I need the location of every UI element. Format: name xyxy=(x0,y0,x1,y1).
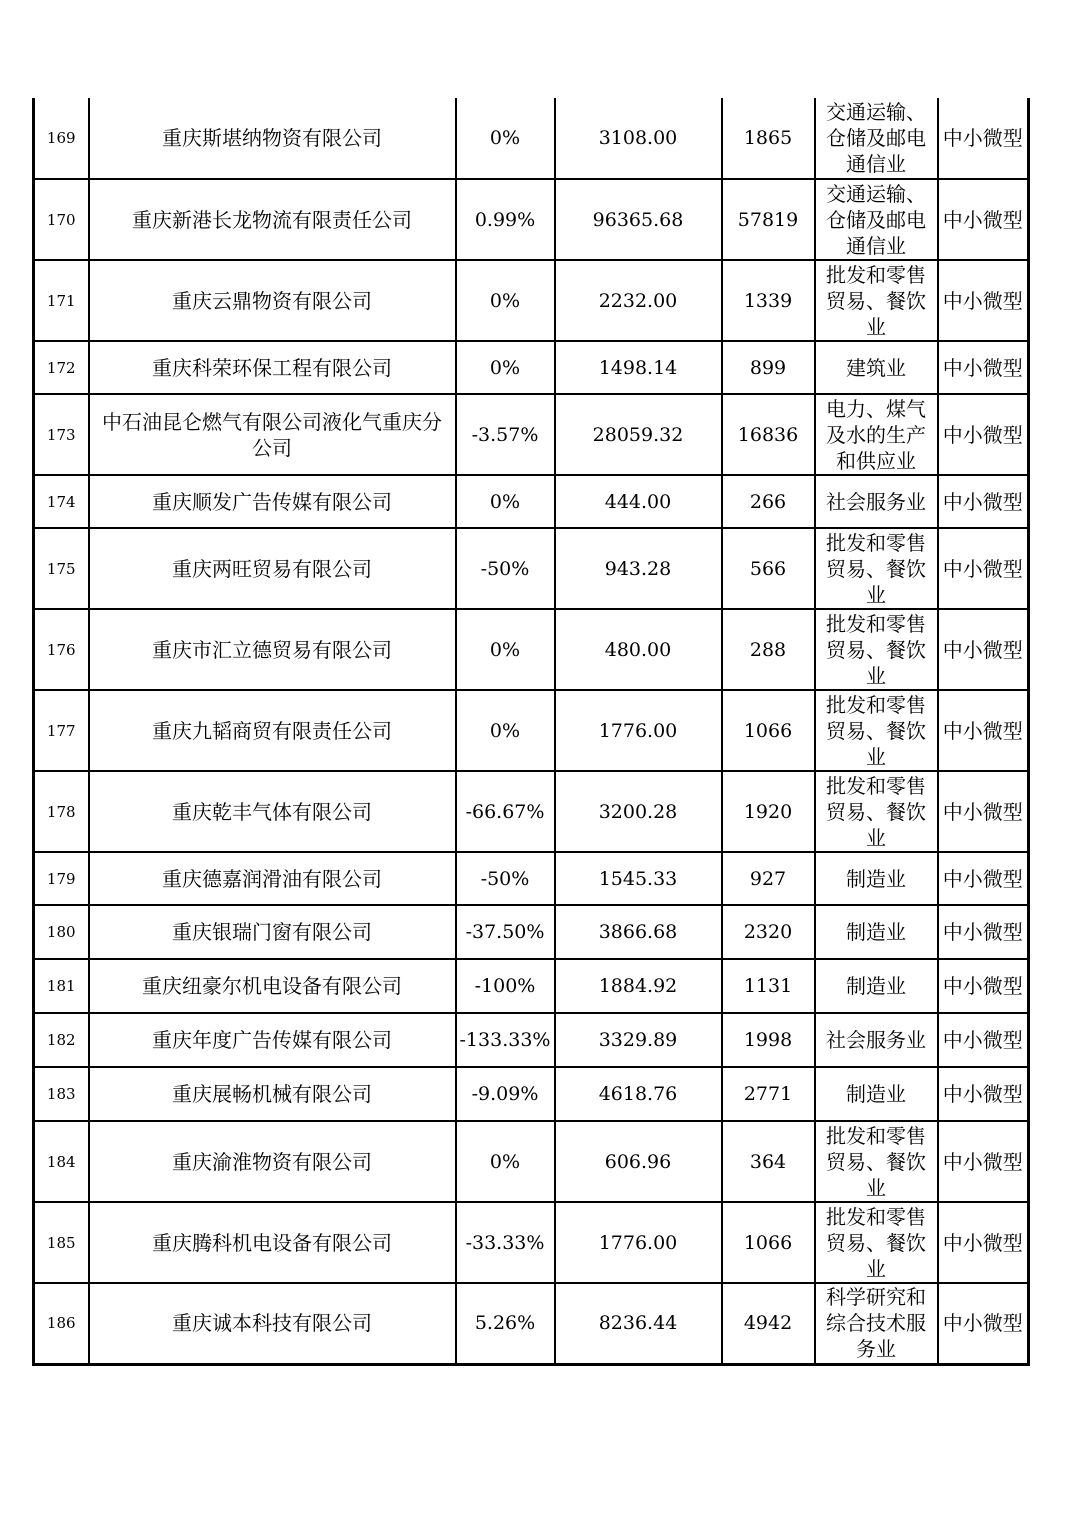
row-number: 181 xyxy=(34,959,89,1013)
rate-cell: 0% xyxy=(456,260,555,341)
company-name: 重庆九韬商贸有限责任公司 xyxy=(89,690,456,771)
industry-cell: 制造业 xyxy=(815,905,938,959)
value-cell: 1920 xyxy=(722,771,815,852)
amount-cell: 3108.00 xyxy=(555,98,722,179)
amount-cell: 1776.00 xyxy=(555,1202,722,1283)
amount-cell: 28059.32 xyxy=(555,394,722,475)
industry-cell: 批发和零售贸易、餐饮业 xyxy=(815,528,938,609)
rate-cell: 0% xyxy=(456,609,555,690)
company-name: 重庆年度广告传媒有限公司 xyxy=(89,1013,456,1067)
table-row xyxy=(34,852,1029,905)
table-row xyxy=(34,771,1029,852)
company-table xyxy=(32,98,1030,1366)
enterprise-size-cell: 中小微型 xyxy=(938,179,1029,260)
row-number: 175 xyxy=(34,528,89,609)
row-number: 172 xyxy=(34,341,89,394)
row-number: 171 xyxy=(34,260,89,341)
enterprise-size-cell: 中小微型 xyxy=(938,1013,1029,1067)
value-cell: 2320 xyxy=(722,905,815,959)
company-name: 重庆渝淮物资有限公司 xyxy=(89,1121,456,1202)
industry-cell: 批发和零售贸易、餐饮业 xyxy=(815,771,938,852)
company-name: 重庆诚本科技有限公司 xyxy=(89,1283,456,1364)
industry-cell: 科学研究和综合技术服务业 xyxy=(815,1283,938,1364)
company-name: 重庆腾科机电设备有限公司 xyxy=(89,1202,456,1283)
row-number: 184 xyxy=(34,1121,89,1202)
amount-cell: 606.96 xyxy=(555,1121,722,1202)
amount-cell: 3329.89 xyxy=(555,1013,722,1067)
enterprise-size-cell: 中小微型 xyxy=(938,260,1029,341)
company-name: 重庆展畅机械有限公司 xyxy=(89,1067,456,1121)
industry-cell: 批发和零售贸易、餐饮业 xyxy=(815,690,938,771)
enterprise-size-cell: 中小微型 xyxy=(938,905,1029,959)
table-row xyxy=(34,1283,1029,1364)
value-cell: 1865 xyxy=(722,98,815,179)
value-cell: 1131 xyxy=(722,959,815,1013)
industry-cell: 批发和零售贸易、餐饮业 xyxy=(815,260,938,341)
row-number: 174 xyxy=(34,475,89,528)
enterprise-size-cell: 中小微型 xyxy=(938,528,1029,609)
industry-cell: 批发和零售贸易、餐饮业 xyxy=(815,1202,938,1283)
rate-cell: -50% xyxy=(456,528,555,609)
amount-cell: 943.28 xyxy=(555,528,722,609)
industry-cell: 社会服务业 xyxy=(815,475,938,528)
company-name: 重庆斯堪纳物资有限公司 xyxy=(89,98,456,179)
rate-cell: -66.67% xyxy=(456,771,555,852)
industry-cell: 制造业 xyxy=(815,959,938,1013)
industry-cell: 交通运输、仓储及邮电通信业 xyxy=(815,179,938,260)
company-name: 重庆科荣环保工程有限公司 xyxy=(89,341,456,394)
enterprise-size-cell: 中小微型 xyxy=(938,852,1029,905)
enterprise-size-cell: 中小微型 xyxy=(938,771,1029,852)
amount-cell: 3200.28 xyxy=(555,771,722,852)
table-row xyxy=(34,179,1029,260)
amount-cell: 1545.33 xyxy=(555,852,722,905)
row-number: 176 xyxy=(34,609,89,690)
enterprise-size-cell: 中小微型 xyxy=(938,609,1029,690)
table-row xyxy=(34,690,1029,771)
amount-cell: 96365.68 xyxy=(555,179,722,260)
rate-cell: -133.33% xyxy=(456,1013,555,1067)
amount-cell: 4618.76 xyxy=(555,1067,722,1121)
table-row xyxy=(34,475,1029,528)
enterprise-size-cell: 中小微型 xyxy=(938,1121,1029,1202)
rate-cell: 0.99% xyxy=(456,179,555,260)
row-number: 180 xyxy=(34,905,89,959)
table-row xyxy=(34,609,1029,690)
enterprise-size-cell: 中小微型 xyxy=(938,475,1029,528)
rate-cell: -9.09% xyxy=(456,1067,555,1121)
rate-cell: 0% xyxy=(456,341,555,394)
enterprise-size-cell: 中小微型 xyxy=(938,1283,1029,1364)
rate-cell: 0% xyxy=(456,690,555,771)
rate-cell: -50% xyxy=(456,852,555,905)
amount-cell: 444.00 xyxy=(555,475,722,528)
rate-cell: -100% xyxy=(456,959,555,1013)
industry-cell: 批发和零售贸易、餐饮业 xyxy=(815,1121,938,1202)
row-number: 178 xyxy=(34,771,89,852)
rate-cell: -3.57% xyxy=(456,394,555,475)
company-table-container xyxy=(32,98,1027,1366)
row-number: 173 xyxy=(34,394,89,475)
row-number: 169 xyxy=(34,98,89,179)
amount-cell: 8236.44 xyxy=(555,1283,722,1364)
industry-cell: 制造业 xyxy=(815,1067,938,1121)
value-cell: 16836 xyxy=(722,394,815,475)
value-cell: 2771 xyxy=(722,1067,815,1121)
rate-cell: 0% xyxy=(456,98,555,179)
rate-cell: 5.26% xyxy=(456,1283,555,1364)
enterprise-size-cell: 中小微型 xyxy=(938,1202,1029,1283)
enterprise-size-cell: 中小微型 xyxy=(938,394,1029,475)
company-name: 重庆德嘉润滑油有限公司 xyxy=(89,852,456,905)
table-row xyxy=(34,98,1029,179)
industry-cell: 电力、煤气及水的生产和供应业 xyxy=(815,394,938,475)
rate-cell: -37.50% xyxy=(456,905,555,959)
company-name: 重庆新港长龙物流有限责任公司 xyxy=(89,179,456,260)
table-row xyxy=(34,528,1029,609)
enterprise-size-cell: 中小微型 xyxy=(938,1067,1029,1121)
row-number: 185 xyxy=(34,1202,89,1283)
table-row xyxy=(34,905,1029,959)
table-row xyxy=(34,341,1029,394)
rate-cell: 0% xyxy=(456,475,555,528)
industry-cell: 批发和零售贸易、餐饮业 xyxy=(815,609,938,690)
table-row xyxy=(34,1121,1029,1202)
amount-cell: 1884.92 xyxy=(555,959,722,1013)
company-name: 重庆纽豪尔机电设备有限公司 xyxy=(89,959,456,1013)
table-row xyxy=(34,1013,1029,1067)
row-number: 183 xyxy=(34,1067,89,1121)
enterprise-size-cell: 中小微型 xyxy=(938,959,1029,1013)
value-cell: 927 xyxy=(722,852,815,905)
table-row xyxy=(34,959,1029,1013)
rate-cell: -33.33% xyxy=(456,1202,555,1283)
industry-cell: 建筑业 xyxy=(815,341,938,394)
rate-cell: 0% xyxy=(456,1121,555,1202)
row-number: 186 xyxy=(34,1283,89,1364)
company-name: 重庆云鼎物资有限公司 xyxy=(89,260,456,341)
amount-cell: 480.00 xyxy=(555,609,722,690)
company-name: 重庆乾丰气体有限公司 xyxy=(89,771,456,852)
row-number: 179 xyxy=(34,852,89,905)
table-row xyxy=(34,260,1029,341)
amount-cell: 2232.00 xyxy=(555,260,722,341)
table-body xyxy=(34,98,1029,1364)
value-cell: 566 xyxy=(722,528,815,609)
enterprise-size-cell: 中小微型 xyxy=(938,98,1029,179)
value-cell: 57819 xyxy=(722,179,815,260)
amount-cell: 1498.14 xyxy=(555,341,722,394)
table-row xyxy=(34,394,1029,475)
company-name: 重庆两旺贸易有限公司 xyxy=(89,528,456,609)
amount-cell: 3866.68 xyxy=(555,905,722,959)
value-cell: 1066 xyxy=(722,690,815,771)
value-cell: 4942 xyxy=(722,1283,815,1364)
industry-cell: 交通运输、仓储及邮电通信业 xyxy=(815,98,938,179)
table-row xyxy=(34,1202,1029,1283)
company-name: 中石油昆仑燃气有限公司液化气重庆分公司 xyxy=(89,394,456,475)
company-name: 重庆顺发广告传媒有限公司 xyxy=(89,475,456,528)
amount-cell: 1776.00 xyxy=(555,690,722,771)
table-row xyxy=(34,1067,1029,1121)
value-cell: 288 xyxy=(722,609,815,690)
company-name: 重庆银瑞门窗有限公司 xyxy=(89,905,456,959)
value-cell: 899 xyxy=(722,341,815,394)
row-number: 182 xyxy=(34,1013,89,1067)
company-name: 重庆市汇立德贸易有限公司 xyxy=(89,609,456,690)
row-number: 170 xyxy=(34,179,89,260)
value-cell: 1339 xyxy=(722,260,815,341)
value-cell: 1998 xyxy=(722,1013,815,1067)
value-cell: 266 xyxy=(722,475,815,528)
industry-cell: 社会服务业 xyxy=(815,1013,938,1067)
enterprise-size-cell: 中小微型 xyxy=(938,690,1029,771)
value-cell: 364 xyxy=(722,1121,815,1202)
row-number: 177 xyxy=(34,690,89,771)
value-cell: 1066 xyxy=(722,1202,815,1283)
industry-cell: 制造业 xyxy=(815,852,938,905)
enterprise-size-cell: 中小微型 xyxy=(938,341,1029,394)
